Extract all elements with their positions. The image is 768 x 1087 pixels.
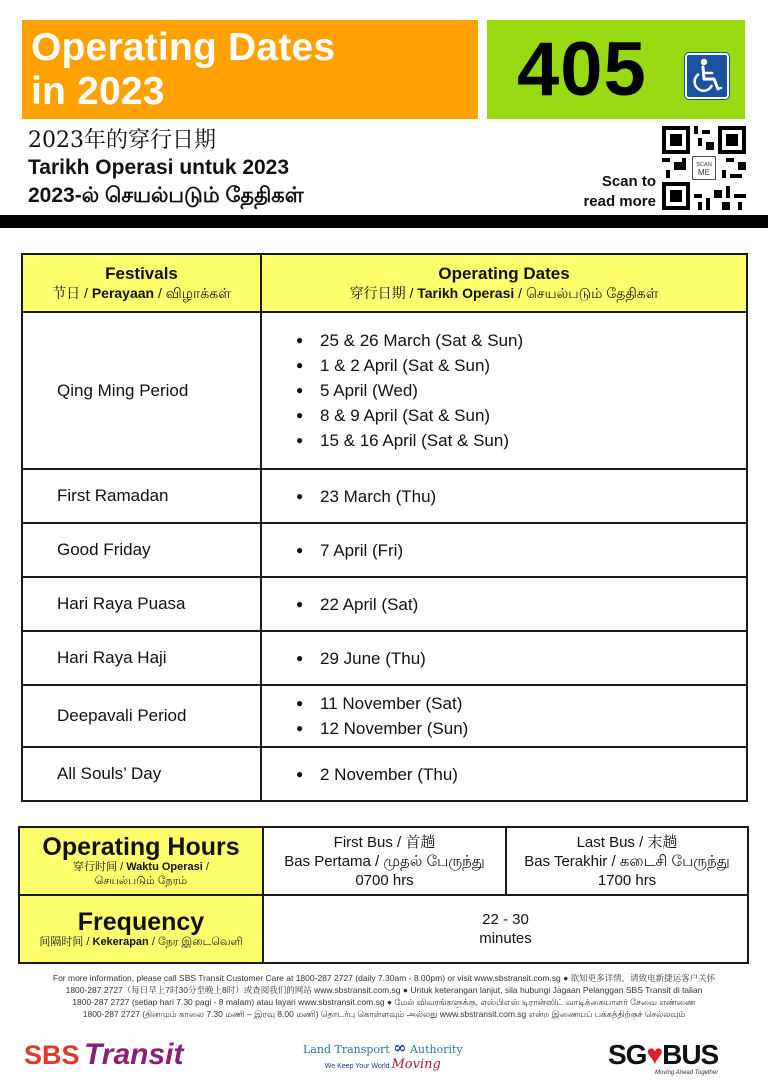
footer-line: For more information, please call SBS Transit Customer Care at 1800-287 2727 (daily 7.30am - 8.00pm) or visit www.sbstransit.com.sg ● 欲知更多详情，请致电新捷运客户关怀 bbox=[52, 973, 716, 983]
first-bus-label: First Bus / 首趟 bbox=[333, 833, 436, 851]
subtitles bbox=[28, 128, 304, 210]
operating-hours-label bbox=[19, 827, 263, 895]
frequency-value: 22 - 30 bbox=[482, 911, 529, 928]
operating-hours-title: Operating Hours bbox=[42, 833, 240, 861]
frequency-title: Frequency bbox=[77, 908, 205, 936]
last-bus-time: 1700 hrs bbox=[597, 871, 657, 889]
sbs-logo-text: SBS bbox=[24, 1040, 80, 1070]
heart-icon: ♥ bbox=[646, 1039, 663, 1070]
table-row bbox=[22, 312, 747, 469]
festival-name: All Souls’ Day bbox=[22, 747, 261, 801]
lta-ribbon-icon: ∞ bbox=[393, 1038, 407, 1057]
festival-dates bbox=[261, 312, 747, 469]
date-item: ● 23 March (Thu) bbox=[296, 484, 746, 509]
date-item: ● 12 November (Sun) bbox=[296, 716, 746, 741]
date-item: ● 5 April (Wed) bbox=[296, 378, 746, 403]
transit-logo-text: Transit bbox=[83, 1038, 184, 1071]
title-banner bbox=[22, 20, 478, 119]
festival-name: Deepavali Period bbox=[22, 685, 261, 747]
festival-dates bbox=[261, 523, 747, 577]
operating-hours-translations: 穿行时间 / Waktu Operasi / செயல்படும் நேரம் bbox=[73, 861, 209, 887]
lta-name-a: Land Transport bbox=[303, 1043, 390, 1056]
table-row bbox=[22, 523, 747, 577]
route-banner bbox=[487, 20, 745, 119]
last-bus-label-translations: Bas Terakhir / கடைசி பேருந்து bbox=[524, 852, 730, 870]
footer-contact-info bbox=[0, 972, 768, 1020]
bus-text: BUS bbox=[662, 1039, 719, 1070]
festival-name: Good Friday bbox=[22, 523, 261, 577]
festival-name: Qing Ming Period bbox=[22, 312, 261, 469]
festival-dates bbox=[261, 685, 747, 747]
svg-text:ME: ME bbox=[698, 167, 710, 177]
date-item: ● 8 & 9 April (Sat & Sun) bbox=[296, 403, 746, 428]
lta-logo bbox=[303, 1038, 463, 1072]
wheelchair-icon bbox=[685, 53, 729, 99]
last-bus-label: Last Bus / 末趟 bbox=[576, 833, 678, 851]
table-row bbox=[22, 747, 747, 801]
qr-code[interactable] bbox=[662, 126, 746, 210]
festival-name: Hari Raya Puasa bbox=[22, 577, 261, 631]
svg-text:SCAN: SCAN bbox=[696, 162, 712, 168]
festivals-header-title: Festivals bbox=[105, 264, 178, 283]
operating-hours-table bbox=[18, 826, 749, 964]
festivals-header bbox=[22, 254, 261, 312]
festival-dates bbox=[261, 747, 747, 801]
sg-bus-tagline: Moving Ahead Together bbox=[654, 1070, 719, 1076]
header-ms: Perayaan bbox=[91, 285, 155, 301]
date-item: ● 22 April (Sat) bbox=[296, 592, 746, 617]
table-header-row bbox=[22, 254, 747, 312]
sg-bus-logo bbox=[608, 1040, 718, 1076]
subtitle-tamil: 2023-ல் செயல்படும் தேதிகள் bbox=[28, 184, 304, 207]
festival-name: First Ramadan bbox=[22, 469, 261, 523]
subtitle-malay: Tarikh Operasi untuk 2023 bbox=[28, 156, 290, 179]
title-line-1: Operating Dates bbox=[31, 26, 336, 69]
date-item: ● 25 & 26 March (Sat & Sun) bbox=[296, 328, 746, 353]
sg-text: SG bbox=[608, 1039, 647, 1070]
first-bus-cell bbox=[263, 827, 506, 895]
header-ta: செயல்படும் தேதிகள் bbox=[525, 285, 659, 301]
frequency-label bbox=[19, 895, 263, 963]
festivals-header-translations: 节日 / Perayaan / விழாக்கள் bbox=[52, 285, 231, 301]
header-zh: 穿行日期 bbox=[349, 285, 406, 301]
scan-to-read-more bbox=[583, 172, 656, 212]
scan-line-1: Scan to bbox=[601, 173, 656, 190]
date-item: ● 7 April (Fri) bbox=[296, 538, 746, 563]
dates-header-translations: 穿行日期 / Tarikh Operasi / செயல்படும் தேதிகள் bbox=[349, 285, 659, 301]
date-item: ● 15 & 16 April (Sat & Sun) bbox=[296, 428, 746, 453]
route-number: 405 bbox=[517, 26, 647, 112]
sub-ms: Waktu Operasi bbox=[126, 861, 203, 873]
frequency-unit: minutes bbox=[479, 930, 532, 947]
footer-line: 1800-287 2727（每日早上7时30分至晚上8时）或查阅我们的网站 www.sbstransit.com.sg ● Untuk keterangan lanjut, sila hubungi Jagaan Pelanggan SBS Transit di talian bbox=[65, 985, 703, 995]
frequency-row bbox=[19, 895, 748, 963]
divider-bar bbox=[0, 215, 768, 228]
header-ta: விழாக்கள் bbox=[165, 285, 231, 301]
date-item: ● 1 & 2 April (Sat & Sun) bbox=[296, 353, 746, 378]
sbs-transit-logo bbox=[24, 1038, 183, 1072]
dates-header-title: Operating Dates bbox=[438, 264, 570, 283]
sub-ta: செயல்படும் நேரம் bbox=[94, 875, 188, 887]
table-row bbox=[22, 685, 747, 747]
festival-dates-table bbox=[21, 253, 748, 802]
last-bus-cell bbox=[506, 827, 748, 895]
operating-hours-row bbox=[19, 827, 748, 895]
lta-name-b: Authority bbox=[410, 1043, 463, 1056]
sub-zh: 间隔时间 bbox=[39, 936, 84, 948]
footer-line: 1800-287 2727 (setiap hari 7.30 pagi - 8 malam) atau layari www.sbstransit.com.sg ● மேல் விவரங்களுக்கு, எஸ்பிஎஸ் டிரான்ஸிட் வாடிக்கையாளர் சேவை எண்ணை bbox=[72, 997, 696, 1007]
first-bus-time: 0700 hrs bbox=[355, 871, 414, 889]
festival-dates bbox=[261, 631, 747, 685]
festival-dates bbox=[261, 577, 747, 631]
table-row bbox=[22, 631, 747, 685]
scan-line-2: read more bbox=[583, 193, 656, 210]
sub-ms: Kekerapan bbox=[92, 936, 149, 948]
sub-ta: நேர இடைவெளி bbox=[157, 936, 243, 948]
first-bus-label-translations: Bas Pertama / முதல் பேருந்து bbox=[284, 852, 485, 870]
title-line-2: in 2023 bbox=[31, 70, 165, 113]
sub-zh: 穿行时间 bbox=[73, 861, 118, 873]
date-item: ● 2 November (Thu) bbox=[296, 762, 746, 787]
header-zh: 节日 bbox=[52, 285, 81, 301]
festival-name: Hari Raya Haji bbox=[22, 631, 261, 685]
date-item: ● 29 June (Thu) bbox=[296, 646, 746, 671]
lta-tagline-b: Moving bbox=[391, 1057, 441, 1072]
header-ms: Tarikh Operasi bbox=[417, 285, 515, 301]
footer-line: 1800-287 2727 (தினமும் காலை 7.30 மணி – இரவு 8.00 மணி) தொடர்பு கொள்ளவும் அல்லது www.sbstransit.com.sg என்ற இணையப் பக்கத்திற்குச் செல்லவும் bbox=[82, 1009, 686, 1019]
table-row bbox=[22, 469, 747, 523]
operating-dates-header bbox=[261, 254, 747, 312]
lta-tagline-a: We Keep Your World bbox=[324, 1063, 390, 1070]
subtitle-chinese: 2023年的穿行日期 bbox=[28, 128, 216, 153]
frequency-value-cell bbox=[263, 895, 748, 963]
date-item: ● 11 November (Sat) bbox=[296, 691, 746, 716]
frequency-translations: 间隔时间 / Kekerapan / நேர இடைவெளி bbox=[39, 936, 243, 948]
festival-dates bbox=[261, 469, 747, 523]
table-row bbox=[22, 577, 747, 631]
